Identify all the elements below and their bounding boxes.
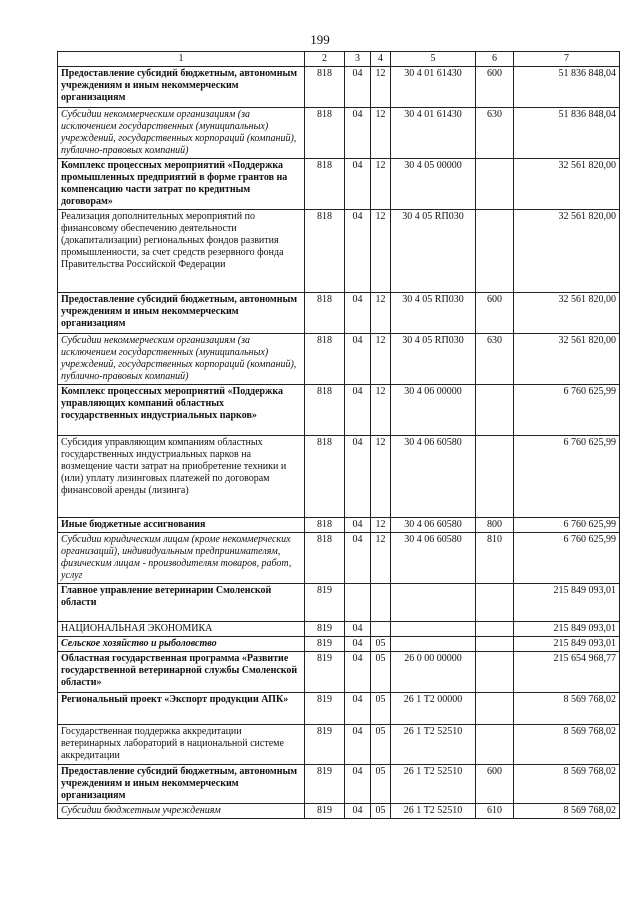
row-expense-type: 810: [476, 533, 514, 584]
row-section: 04: [345, 159, 371, 210]
row-expense-type: 630: [476, 334, 514, 385]
row-name: Предоставление субсидий бюджетным, автономным учреждениям и иным некоммерческим организациям: [58, 293, 305, 334]
row-name: Региональный проект «Экспорт продукции АПК»: [58, 693, 305, 725]
row-section: 04: [345, 108, 371, 159]
row-name: Сельское хозяйство и рыболовство: [58, 637, 305, 652]
row-subsection: [371, 622, 391, 637]
row-amount: 6 760 625,99: [514, 436, 620, 518]
row-subsection: 12: [371, 334, 391, 385]
row-target-article: 26 1 Т2 00000: [391, 693, 476, 725]
table-row: [58, 293, 620, 334]
table-row: [58, 108, 620, 159]
row-expense-type: [476, 622, 514, 637]
row-section: 04: [345, 693, 371, 725]
row-subsection: 05: [371, 637, 391, 652]
table-row: [58, 159, 620, 210]
header-col-1: 1: [58, 52, 305, 67]
row-target-article: [391, 637, 476, 652]
row-target-article: [391, 622, 476, 637]
row-ministry-code: 819: [305, 652, 345, 693]
row-target-article: 30 4 05 RП030: [391, 293, 476, 334]
table-row: [58, 210, 620, 293]
row-section: 04: [345, 725, 371, 765]
row-subsection: 12: [371, 159, 391, 210]
row-ministry-code: 819: [305, 622, 345, 637]
row-target-article: 30 4 06 60580: [391, 518, 476, 533]
row-target-article: 26 1 Т2 52510: [391, 765, 476, 804]
row-ministry-code: 818: [305, 533, 345, 584]
row-name: Субсидии бюджетным учреждениям: [58, 804, 305, 819]
row-name: Государственная поддержка аккредитации ветеринарных лабораторий в национальной системе аккредитации: [58, 725, 305, 765]
row-ministry-code: 819: [305, 804, 345, 819]
row-amount: 8 569 768,02: [514, 765, 620, 804]
row-expense-type: 600: [476, 293, 514, 334]
row-ministry-code: 818: [305, 210, 345, 293]
row-ministry-code: 819: [305, 765, 345, 804]
header-col-2: 2: [305, 52, 345, 67]
row-subsection: 12: [371, 293, 391, 334]
row-expense-type: [476, 385, 514, 436]
table-row: [58, 765, 620, 804]
row-target-article: 30 4 05 RП030: [391, 210, 476, 293]
table-row: [58, 622, 620, 637]
header-col-4: 4: [371, 52, 391, 67]
row-section: 04: [345, 622, 371, 637]
row-ministry-code: 818: [305, 436, 345, 518]
row-name: Субсидии некоммерческим организациям (за исключением государственных (муниципальных) учреждений, государственных корпораций (компаний), публично-правовых компаний): [58, 334, 305, 385]
table-row: [58, 725, 620, 765]
row-ministry-code: 818: [305, 334, 345, 385]
table-row: [58, 533, 620, 584]
row-section: 04: [345, 804, 371, 819]
row-section: 04: [345, 533, 371, 584]
row-ministry-code: 818: [305, 518, 345, 533]
row-section: 04: [345, 67, 371, 108]
table-row: [58, 385, 620, 436]
header-col-3: 3: [345, 52, 371, 67]
row-name: Реализация дополнительных мероприятий по финансовому обеспечению деятельности (докапитализации) региональных фондов развития промышленности, за счет средств резервного фонда Правительства Российской Федерации: [58, 210, 305, 293]
row-subsection: 12: [371, 67, 391, 108]
row-amount: 6 760 625,99: [514, 533, 620, 584]
row-amount: 32 561 820,00: [514, 159, 620, 210]
row-subsection: 05: [371, 765, 391, 804]
row-amount: 215 849 093,01: [514, 584, 620, 622]
row-ministry-code: 818: [305, 159, 345, 210]
row-section: 04: [345, 385, 371, 436]
row-name: Предоставление субсидий бюджетным, автономным учреждениям и иным некоммерческим организациям: [58, 67, 305, 108]
row-amount: 8 569 768,02: [514, 693, 620, 725]
table-row: [58, 693, 620, 725]
row-target-article: [391, 584, 476, 622]
row-expense-type: 600: [476, 765, 514, 804]
row-subsection: [371, 584, 391, 622]
row-ministry-code: 819: [305, 725, 345, 765]
row-amount: 32 561 820,00: [514, 210, 620, 293]
row-section: 04: [345, 436, 371, 518]
page-number: 199: [310, 32, 330, 47]
row-subsection: 12: [371, 108, 391, 159]
row-amount: 8 569 768,02: [514, 804, 620, 819]
row-expense-type: [476, 159, 514, 210]
row-target-article: 26 1 Т2 52510: [391, 725, 476, 765]
table-header-row: [58, 52, 620, 67]
row-subsection: 05: [371, 693, 391, 725]
header-col-7: 7: [514, 52, 620, 67]
row-expense-type: 800: [476, 518, 514, 533]
row-amount: 51 836 848,04: [514, 108, 620, 159]
row-target-article: 30 4 06 60580: [391, 533, 476, 584]
table-row: [58, 334, 620, 385]
table-row: [58, 518, 620, 533]
row-expense-type: [476, 210, 514, 293]
row-section: [345, 584, 371, 622]
row-section: 04: [345, 518, 371, 533]
row-section: 04: [345, 293, 371, 334]
row-expense-type: 610: [476, 804, 514, 819]
row-amount: 215 849 093,01: [514, 637, 620, 652]
row-name: Предоставление субсидий бюджетным, автономным учреждениям и иным некоммерческим организациям: [58, 765, 305, 804]
row-name: Главное управление ветеринарии Смоленской области: [58, 584, 305, 622]
row-section: 04: [345, 210, 371, 293]
row-ministry-code: 819: [305, 693, 345, 725]
row-name: Комплекс процессных мероприятий «Поддержка промышленных предприятий в форме грантов на компенсацию части затрат по кредитным договорам»: [58, 159, 305, 210]
header-col-6: 6: [476, 52, 514, 67]
row-expense-type: [476, 652, 514, 693]
row-expense-type: [476, 725, 514, 765]
row-amount: 6 760 625,99: [514, 518, 620, 533]
row-name: Областная государственная программа «Развитие государственной ветеринарной службы Смоленской области»: [58, 652, 305, 693]
row-target-article: 30 4 06 00000: [391, 385, 476, 436]
row-target-article: 26 1 Т2 52510: [391, 804, 476, 819]
row-expense-type: [476, 693, 514, 725]
row-ministry-code: 819: [305, 584, 345, 622]
row-expense-type: [476, 637, 514, 652]
row-name: Субсидии некоммерческим организациям (за исключением государственных (муниципальных) учреждений, государственных корпораций (компаний), публично-правовых компаний): [58, 108, 305, 159]
row-name: Субсидии юридическим лицам (кроме некоммерческих организаций), индивидуальным предпринимателям, физическим лицам - производителям товаров, работ, услуг: [58, 533, 305, 584]
row-ministry-code: 818: [305, 293, 345, 334]
row-section: 04: [345, 652, 371, 693]
table-row: [58, 67, 620, 108]
row-ministry-code: 818: [305, 385, 345, 436]
row-subsection: 05: [371, 652, 391, 693]
row-name: Иные бюджетные ассигнования: [58, 518, 305, 533]
row-expense-type: [476, 584, 514, 622]
row-target-article: 30 4 05 RП030: [391, 334, 476, 385]
table-row: [58, 637, 620, 652]
row-target-article: 30 4 01 61430: [391, 67, 476, 108]
row-amount: 51 836 848,04: [514, 67, 620, 108]
row-target-article: 30 4 05 00000: [391, 159, 476, 210]
row-subsection: 12: [371, 385, 391, 436]
row-ministry-code: 819: [305, 637, 345, 652]
row-subsection: 05: [371, 725, 391, 765]
row-expense-type: 630: [476, 108, 514, 159]
header-col-5: 5: [391, 52, 476, 67]
row-section: 04: [345, 334, 371, 385]
row-target-article: 26 0 00 00000: [391, 652, 476, 693]
budget-table: [57, 51, 620, 819]
row-section: 04: [345, 765, 371, 804]
row-section: 04: [345, 637, 371, 652]
table-row: [58, 584, 620, 622]
row-subsection: 12: [371, 518, 391, 533]
table-row: [58, 652, 620, 693]
row-subsection: 12: [371, 210, 391, 293]
row-subsection: 12: [371, 436, 391, 518]
row-name: Субсидия управляющим компаниям областных государственных индустриальных парков на возмещение части затрат на приобретение техники и (или) уплату лизинговых платежей по договорам финансовой аренды (лизинга): [58, 436, 305, 518]
row-amount: 32 561 820,00: [514, 334, 620, 385]
row-name: Комплекс процессных мероприятий «Поддержка управляющих компаний областных государственных индустриальных парков»: [58, 385, 305, 436]
row-target-article: 30 4 01 61430: [391, 108, 476, 159]
row-amount: 215 849 093,01: [514, 622, 620, 637]
row-amount: 215 654 968,77: [514, 652, 620, 693]
row-ministry-code: 818: [305, 67, 345, 108]
table-row: [58, 804, 620, 819]
row-amount: 6 760 625,99: [514, 385, 620, 436]
row-amount: 32 561 820,00: [514, 293, 620, 334]
row-ministry-code: 818: [305, 108, 345, 159]
row-subsection: 12: [371, 533, 391, 584]
row-target-article: 30 4 06 60580: [391, 436, 476, 518]
row-subsection: 05: [371, 804, 391, 819]
row-name: НАЦИОНАЛЬНАЯ ЭКОНОМИКА: [58, 622, 305, 637]
table-row: [58, 436, 620, 518]
row-amount: 8 569 768,02: [514, 725, 620, 765]
row-expense-type: 600: [476, 67, 514, 108]
row-expense-type: [476, 436, 514, 518]
